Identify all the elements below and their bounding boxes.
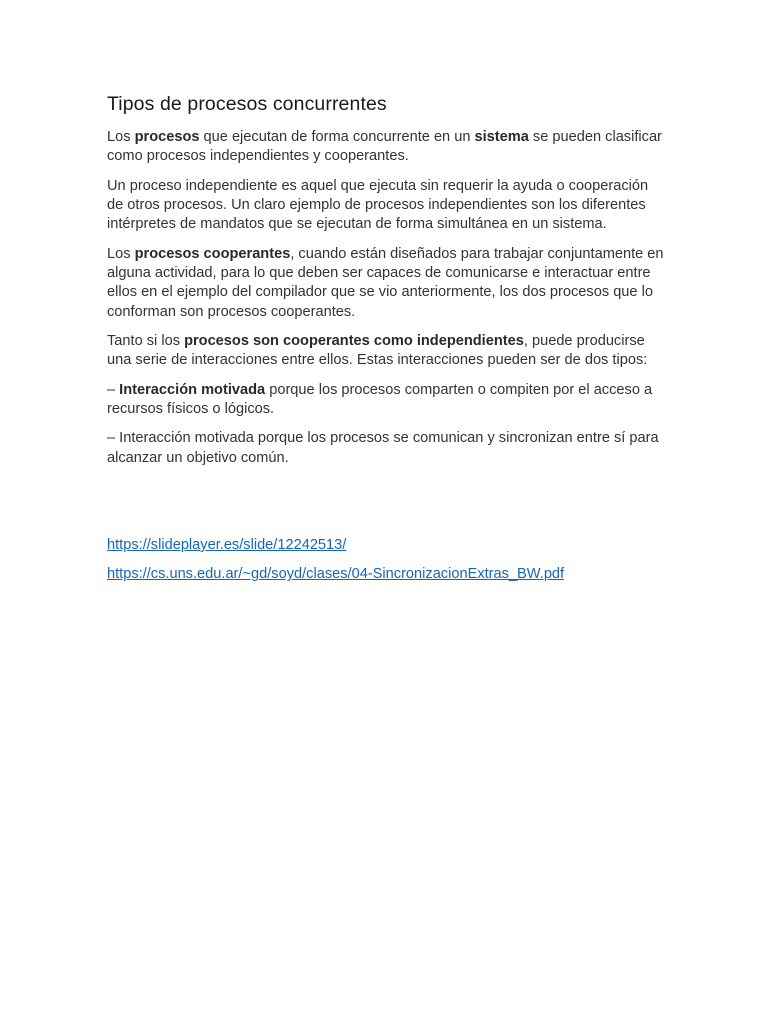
reference-link-uns[interactable]: https://cs.uns.edu.ar/~gd/soyd/clases/04-SincronizacionExtras_BW.pdf <box>107 566 565 583</box>
text-run: se pueden clasificar como procesos independientes y cooperantes. <box>107 129 662 165</box>
bold-term: sistema <box>474 129 529 145</box>
text-run: porque los procesos comparten o compiten por el acceso a recursos físicos o lógicos. <box>107 381 653 418</box>
bold-term: procesos <box>134 129 200 145</box>
list-item-shared-resources <box>107 381 667 420</box>
reference-link-slideplayer[interactable]: https://slideplayer.es/slide/12242513/ <box>107 536 347 553</box>
text-run: – <box>107 381 120 398</box>
bold-term: Interacción motivada <box>119 381 266 398</box>
blank-space <box>107 478 667 536</box>
document-page <box>107 92 667 594</box>
bold-term: procesos cooperantes <box>134 245 291 262</box>
paragraph-intro <box>107 128 667 167</box>
text-run: Los <box>107 245 135 262</box>
list-item-communication: – Interacción motivada porque los procesos se comunican y sincronizan entre sí para alcanzar un objetivo común. <box>107 430 659 466</box>
text-run: que ejecutan de forma concurrente en un <box>199 129 475 145</box>
paragraph-independent: Un proceso independiente es aquel que ejecuta sin requerir la ayuda o cooperación de otros procesos. Un claro ejemplo de procesos independientes son los diferentes intérpretes de mandatos que se ejecutan de forma simultánea en un sistema. <box>107 177 649 233</box>
text-run: , puede producirse una serie de interacciones entre ellos. Estas interacciones pueden ser de dos tipos: <box>107 333 648 369</box>
page-title: Tipos de procesos concurrentes <box>107 93 387 115</box>
text-run: , cuando están diseñados para trabajar conjuntamente en alguna actividad, para lo que deben ser capaces de comunicarse e interactuar entre ellos en el ejemplo del compilador que se vio anteriormente, los dos procesos que lo conforman son procesos cooperantes. <box>107 245 664 320</box>
paragraph-interactions <box>107 332 667 371</box>
paragraph-cooperating <box>107 245 667 323</box>
bold-term: procesos son cooperantes como independientes <box>184 333 524 350</box>
text-run: Los <box>107 129 135 145</box>
text-run: Tanto si los <box>107 333 185 350</box>
